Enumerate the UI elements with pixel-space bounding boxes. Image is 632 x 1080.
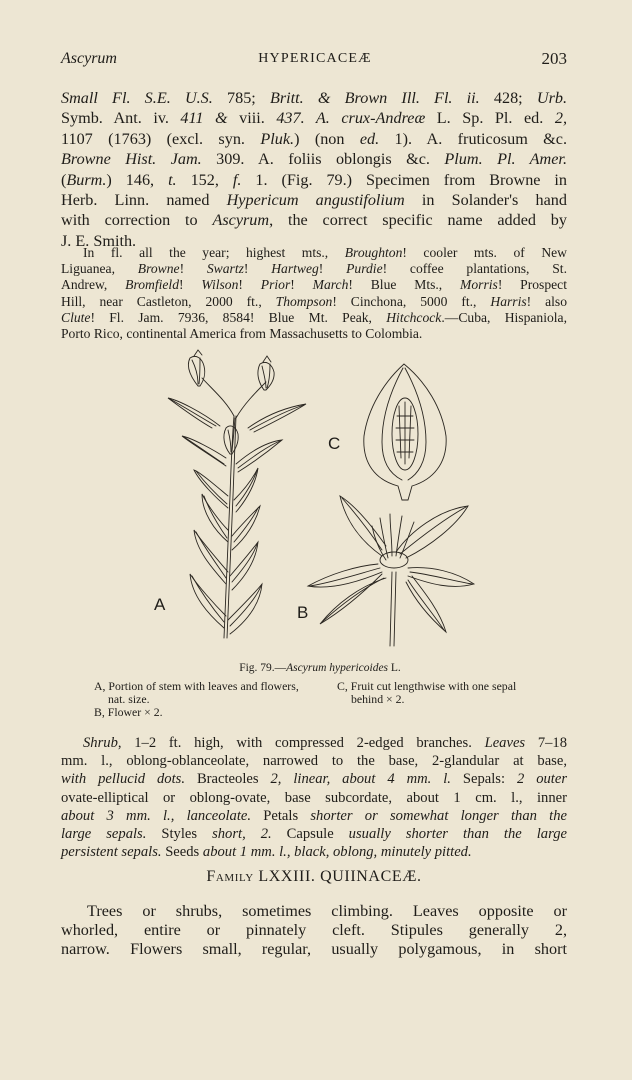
running-head-family: HYPERICACEÆ [258,51,372,66]
text-line [61,277,567,293]
text-segment: ! [179,277,202,293]
figure-caption [150,662,490,674]
legend-b [94,706,314,719]
text-line [61,261,567,277]
family-numeral: LXXIII. [258,868,316,885]
text-segment: Sepals: [462,771,506,788]
text-segment: L. Sp. Pl. ed. [436,109,544,128]
legend-b-text: B, Flower × 2. [94,705,163,719]
text-segment: ! Cinchona, 5000 ft., [332,293,491,309]
figure-letter-c: C [328,434,341,453]
leaf [228,584,262,634]
italic-segment: 2 outer [505,771,568,788]
text-segment: 1107 (1763) (excl. syn. [61,129,261,148]
text-segment: in Solander's hand [404,191,567,210]
italic-segment: with pellucid dots. [61,771,197,788]
text-segment: ! [318,261,347,277]
running-head-genus: Ascyrum [61,50,117,67]
branch-left [202,378,234,416]
text-segment: , the correct specific name added by [269,211,567,230]
branch-right [236,382,266,418]
italic-segment: Wilson [201,277,239,293]
text-segment: Hill, near Castleton, 2000 ft., [61,293,276,309]
caption-prefix: Fig. 79.— [239,662,287,674]
text-segment: ! cooler mts. of New [402,245,567,260]
text-line [61,190,567,210]
italic-segment: Harris [490,293,527,309]
text-segment: viii. [239,109,265,128]
italic-segment: f. [232,170,242,189]
family-heading [61,868,567,886]
text-segment: Seeds [165,844,200,861]
text-segment: , 1–2 ft. high, with compressed 2-edged branches. [117,735,485,751]
flower-bud-center [224,426,238,454]
caption-species: Ascyrum hypericoides [286,662,389,674]
italic-segment: Bromfield [125,277,180,293]
italic-segment: short, 2. [197,826,287,843]
italic-segment: Morris [460,277,498,293]
italic-segment: t. [168,170,177,189]
text-line [61,210,567,230]
text-segment: ) 146, [106,170,169,189]
text-line [61,310,567,326]
text-segment: ! coffee plantations, St. [382,261,567,277]
legend-a [94,680,314,706]
italic-segment: large sepals. [61,826,162,843]
text-segment: In fl. all the year; highest mts., [83,245,345,260]
italic-segment: Urb. [536,89,568,107]
text-segment: Capsule [286,826,334,843]
italic-segment: Britt. & Brown Ill. Fl. ii. [269,89,480,107]
text-segment: Trees or shrubs, sometimes climbing. Leaves opposite or [87,902,567,920]
text-segment: Petals [263,807,299,824]
text-segment: ! also [526,293,568,309]
botanical-illustration [150,346,490,661]
text-segment: whorled, entire or pinnately cleft. Stipules generally 2, [61,921,567,939]
flower-bud-left [188,350,204,386]
text-segment: ( [61,170,67,189]
text-line [61,789,567,807]
text-segment: Andrew, [61,277,126,293]
flower-bud-right [258,356,274,390]
family-name: QUIINACEÆ. [320,868,422,885]
italic-segment: ed. [359,129,380,148]
caption-suffix: L. [388,662,401,674]
plant-drawing [150,346,490,661]
italic-segment: Ascyrum [212,211,270,230]
italic-segment: Hypericum angustifolium [226,191,405,210]
flower-b [308,496,474,646]
text-segment: 1). A. fruticosum &c. [379,129,567,148]
text-segment: narrow. Flowers small, regular, usually polygamous, in short [61,940,567,958]
text-segment: ! [243,261,272,277]
italic-segment: March [312,277,349,293]
locality-paragraph [61,245,567,342]
page-number: 203 [541,49,567,68]
italic-segment: Clute [61,309,91,325]
italic-segment: Hitchcock [386,309,442,325]
italic-segment: Hartweg [271,261,319,277]
italic-segment: 437. A. crux-Andreæ [264,109,437,128]
italic-segment: Small Fl. S.E. U.S. [61,89,213,107]
leaf [234,468,258,512]
italic-segment: Swartz [206,261,244,277]
italic-segment: Broughton [344,245,403,260]
family-description-paragraph [61,902,567,959]
italic-segment: Purdie [346,261,383,277]
italic-segment: 2, linear, about 4 mm. l. [258,771,463,788]
petal [396,506,468,558]
fruit-section-c [364,364,446,500]
text-line [61,245,567,261]
text-segment: ! [238,277,261,293]
description-paragraph [61,734,567,861]
text-line [61,88,567,108]
citation-paragraph [61,88,567,251]
text-segment: 7–18 [525,735,568,751]
legend-c [337,680,547,706]
legend-a-text: A, Portion of stem with leaves and flowers, nat. size. [94,679,299,707]
italic-segment: Prior [260,277,291,293]
italic-segment: Browne Hist. Jam. [61,150,202,169]
italic-segment: persistent sepals. [61,844,166,861]
text-segment: ovate-elliptical or oblong-ovate, base subcordate, about 1 cm. l., inner [61,789,567,806]
italic-segment: Thompson [275,293,333,309]
italic-segment: Browne [137,261,180,277]
text-line [61,294,567,310]
text-segment: 785; [212,89,270,107]
text-segment: ! Fl. Jam. 7936, 8584! Blue Mt. Peak, [90,309,387,325]
leaf [236,440,282,472]
text-line [61,902,567,921]
figure-letter-a: A [154,595,166,614]
text-line [61,752,567,770]
legend-c-text: C, Fruit cut lengthwise with one sepal behind × 2. [337,679,517,707]
text-segment: Symb. Ant. iv. [61,109,169,128]
text-line [61,129,567,149]
text-line [61,807,567,825]
text-segment: Bracteoles [196,771,259,788]
family-word: Family [206,868,254,885]
italic-segment: shorter or somewhat longer than the [298,807,567,824]
text-line [61,843,567,861]
text-segment: with correction to [61,211,213,230]
text-line [61,170,567,190]
text-line [61,770,567,788]
text-segment: 1. (Fig. 79.) Specimen from Browne in [241,170,568,189]
text-segment: Porto Rico, continental America from Massachusetts to Colombia. [61,326,423,342]
text-segment: Styles [161,826,198,843]
italic-segment: Shrub [83,735,118,751]
text-segment: Liguanea, [61,261,138,277]
figure-letter-b: B [297,603,309,622]
text-segment: 428; [479,89,537,107]
text-line [61,921,567,940]
italic-segment: usually shorter than the large [333,826,567,843]
leaf [230,542,258,590]
text-segment: mm. l., oblong-oblanceolate, narrowed to the base, 2-glandular at base, [61,753,567,770]
text-segment: ! [290,277,313,293]
italic-segment: about 3 mm. l., lanceolate. [61,807,264,824]
italic-segment: Burm. [66,170,107,189]
italic-segment: 411 & [168,109,240,128]
leaf [248,404,306,432]
italic-segment: Plum. Pl. Amer. [444,150,567,169]
text-line [61,734,567,752]
text-segment: ! [179,261,207,277]
text-line [61,149,567,169]
italic-segment: Leaves [484,735,526,751]
text-line [61,825,567,843]
text-segment: 309. A. foliis oblongis &c. [201,150,445,169]
text-segment: .—Cuba, Hispaniola, [441,309,567,325]
text-segment: Herb. Linn. named [61,191,227,210]
italic-segment: about 1 mm. l., black, oblong, minutely pitted. [199,844,472,861]
text-segment: J. E. Smith. [61,231,137,250]
text-segment: 152, [176,170,233,189]
text-line [61,108,567,128]
text-segment: ! Prospect [497,277,567,293]
pedicel [390,572,396,646]
italic-segment: Pluk. [260,129,295,148]
italic-segment: 2, [543,109,567,128]
text-line [61,326,567,342]
text-segment: ) (non [294,129,360,148]
text-line [61,940,567,959]
text-segment: ! Blue Mts., [348,277,461,293]
